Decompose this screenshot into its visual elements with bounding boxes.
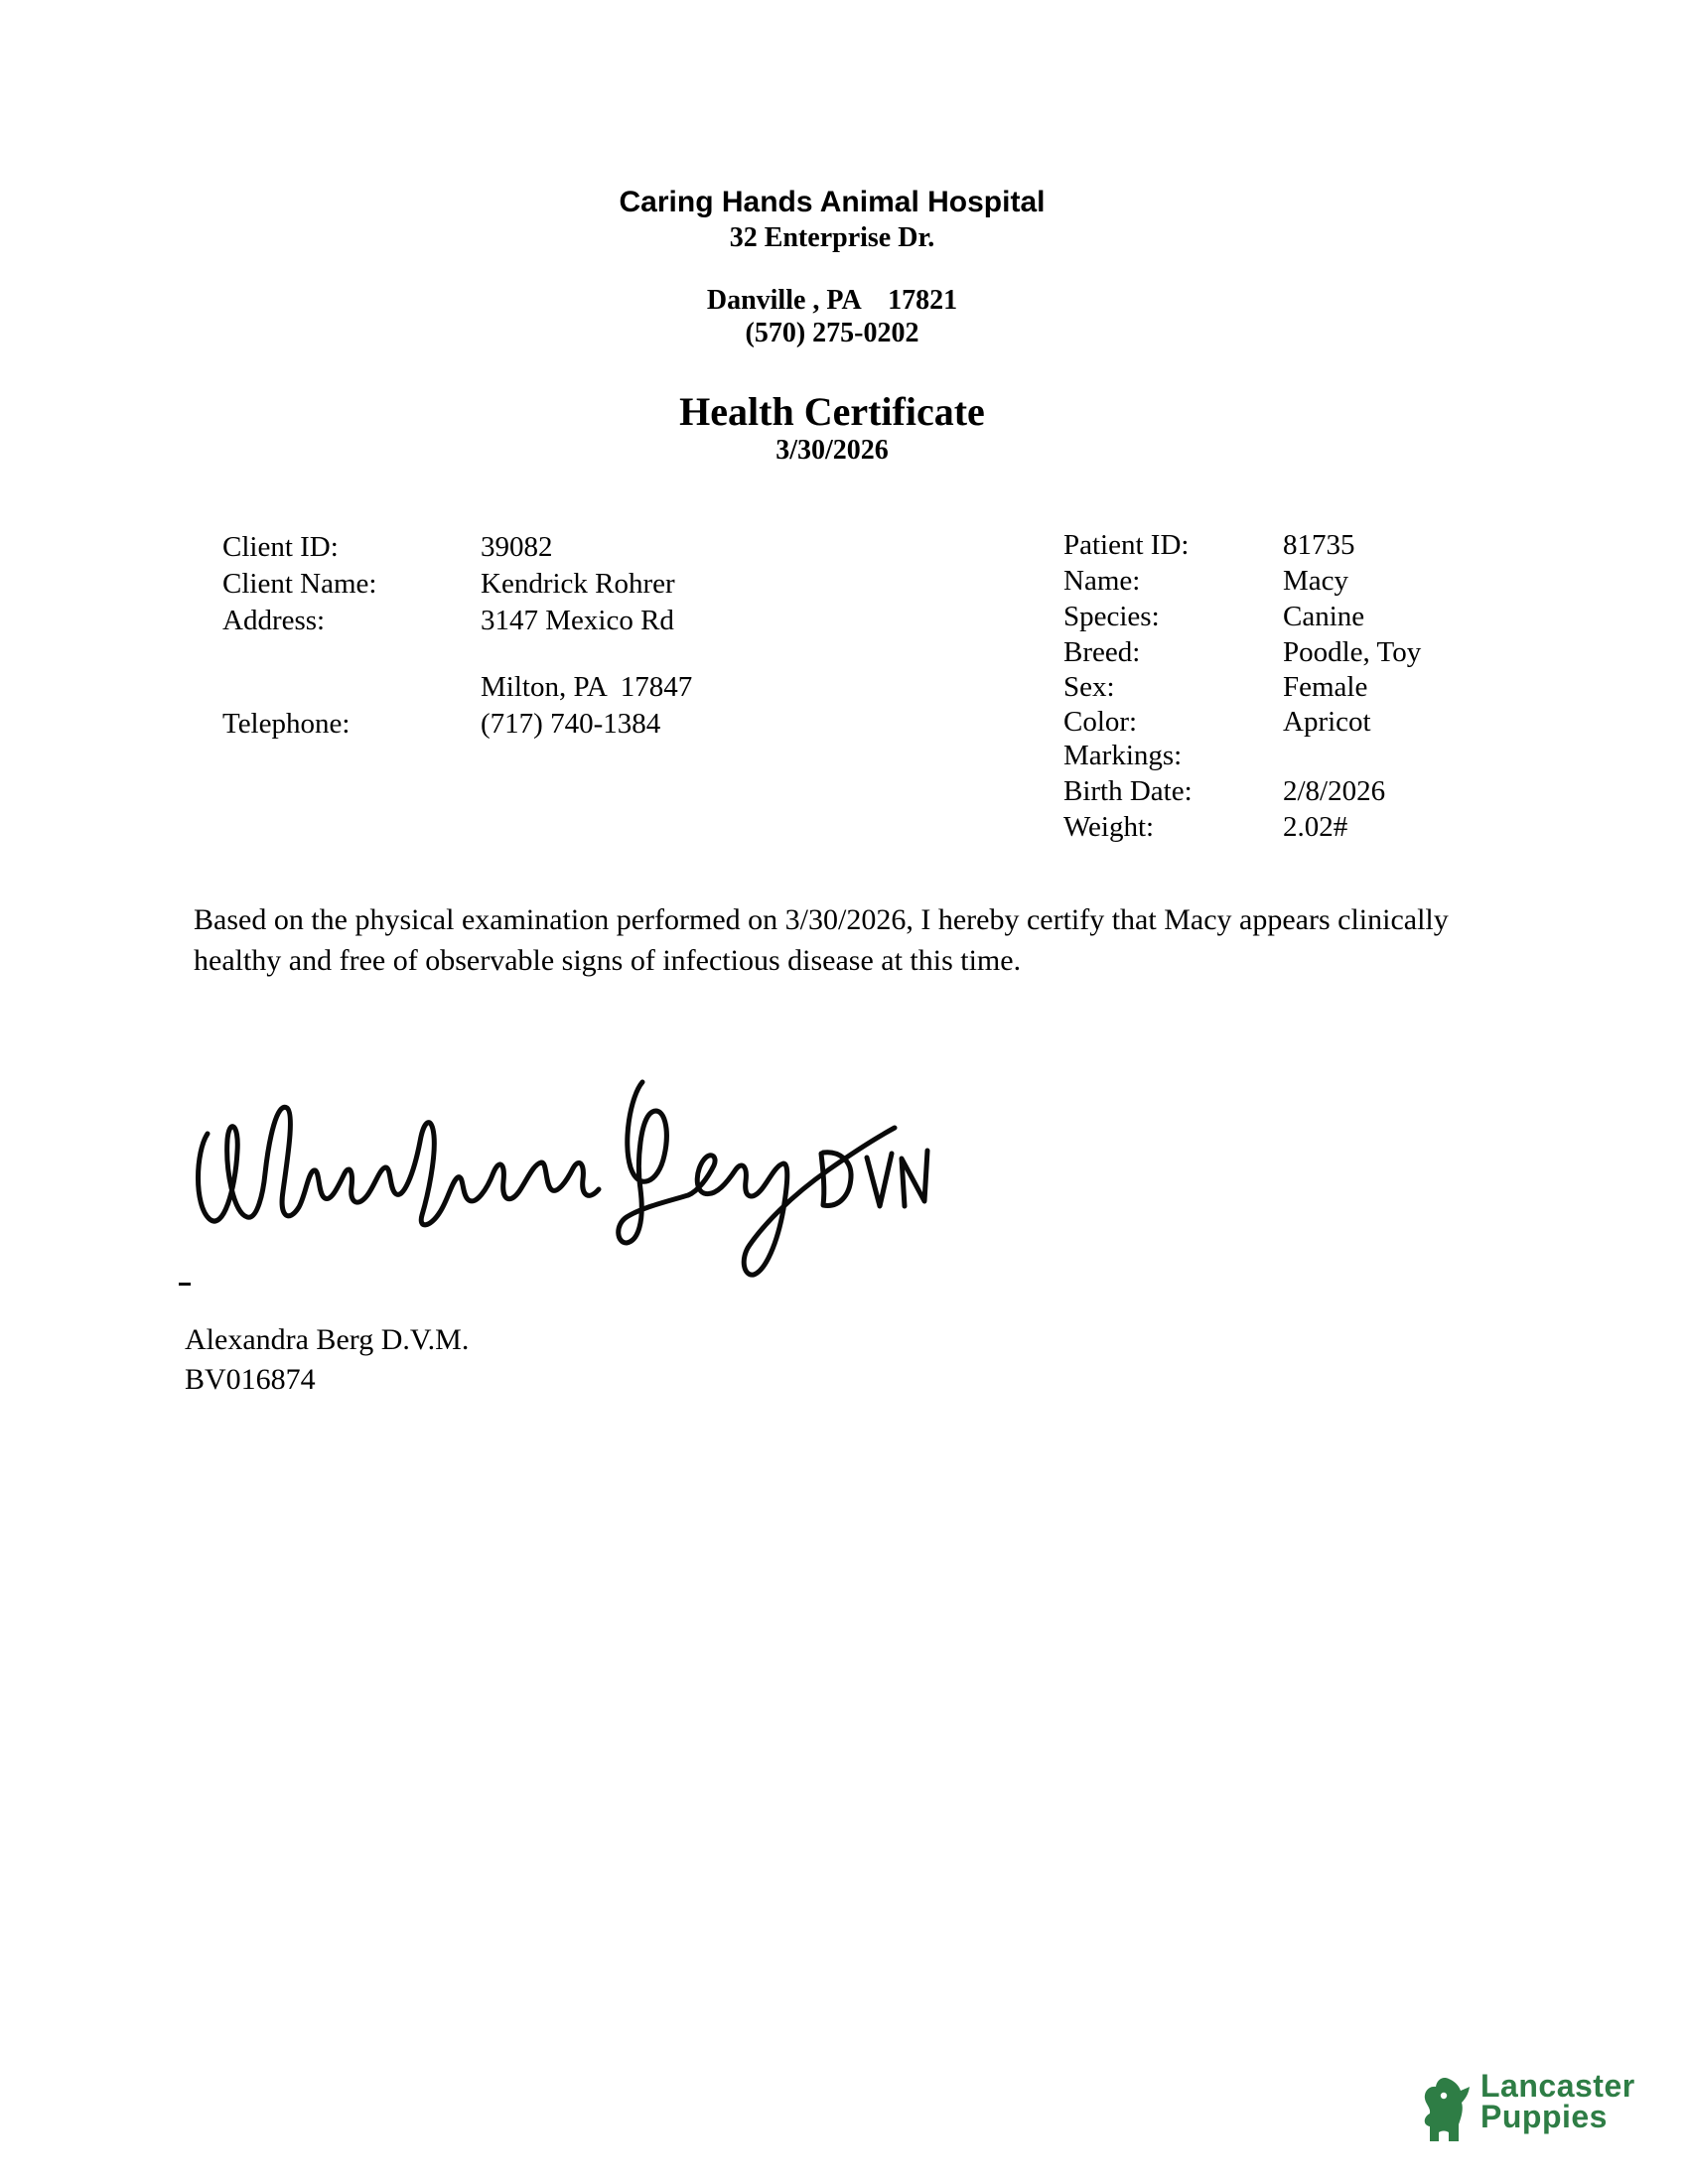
patient-sex-label: Sex: [1063, 671, 1115, 703]
logo-text-line1: Lancaster [1480, 2068, 1635, 2104]
patient-weight-row [1035, 773, 1347, 881]
client-telephone-label: Telephone: [222, 708, 351, 740]
puppy-icon [1422, 2075, 1472, 2142]
client-id-label: Client ID: [222, 531, 339, 563]
client-telephone-row [194, 670, 660, 777]
patient-name-value: Macy [1283, 565, 1349, 597]
client-name-value: Kendrick Rohrer [481, 568, 675, 600]
patient-birthdate-label: Birth Date: [1063, 775, 1193, 807]
certification-statement: Based on the physical examination performed on 3/30/2026, I hereby certify that Macy appears clinically healthy and free of observable signs of infectious disease at this time. [194, 903, 1449, 977]
client-address-value: 3147 Mexico Rd [481, 605, 674, 636]
lancaster-puppies-logo [1422, 2068, 1635, 2142]
patient-breed-value: Poodle, Toy [1283, 636, 1422, 668]
document-date: 3/30/2026 [775, 435, 889, 466]
patient-birthdate-value: 2/8/2026 [1283, 775, 1386, 807]
client-telephone-value: (717) 740-1384 [481, 708, 661, 740]
patient-id-value: 81735 [1283, 529, 1355, 561]
patient-species-label: Species: [1063, 601, 1160, 632]
client-address-label: Address: [222, 605, 326, 636]
hospital-phone: (570) 275-0202 [745, 318, 919, 348]
patient-species-value: Canine [1283, 601, 1365, 632]
patient-sex-value: Female [1283, 671, 1368, 703]
client-id-value: 39082 [481, 531, 553, 563]
patient-weight-value: 2.02# [1283, 811, 1348, 843]
hospital-street: 32 Enterprise Dr. [729, 222, 935, 253]
patient-color-value: Apricot [1283, 706, 1371, 738]
patient-breed-label: Breed: [1063, 636, 1141, 668]
hospital-city-state-zip: Danville , PA 17821 [706, 285, 958, 316]
patient-weight-label: Weight: [1063, 811, 1155, 843]
stray-pen-mark [179, 1283, 191, 1286]
patient-name-label: Name: [1063, 565, 1141, 597]
hospital-name: Caring Hands Animal Hospital [619, 186, 1046, 218]
document-title: Health Certificate [679, 389, 985, 434]
patient-markings-label: Markings: [1063, 740, 1183, 771]
client-city-value: Milton, PA 17847 [481, 671, 693, 703]
veterinarian-signature-image [194, 1074, 933, 1291]
logo-text-line2: Puppies [1480, 2099, 1608, 2134]
veterinarian-license-number: BV016874 [185, 1363, 316, 1396]
client-name-label: Client Name: [222, 568, 377, 600]
patient-id-label: Patient ID: [1063, 529, 1190, 561]
patient-color-label: Color: [1063, 706, 1138, 738]
veterinarian-name: Alexandra Berg D.V.M. [185, 1323, 470, 1356]
